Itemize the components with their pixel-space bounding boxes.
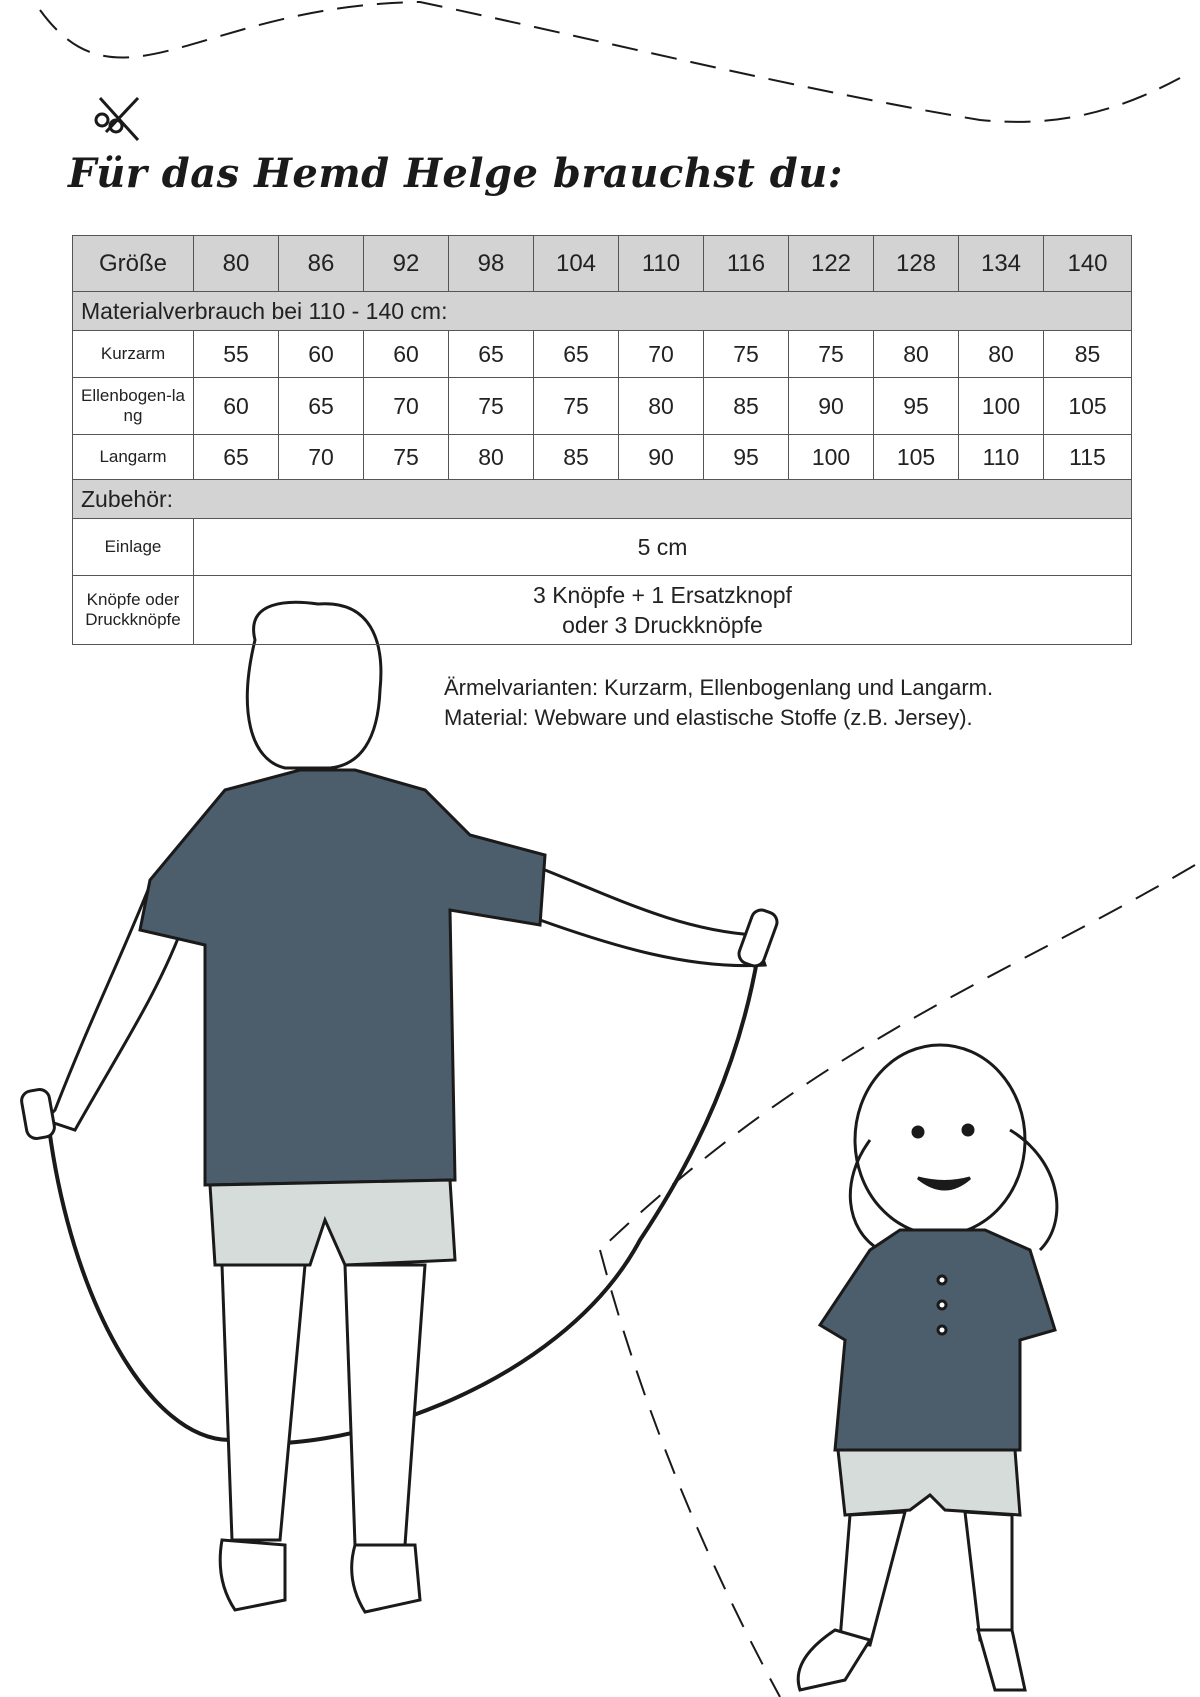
table-cell: 80 (449, 435, 534, 480)
page-title: Für das Hemd Helge brauchst du: (68, 150, 844, 197)
row-label-kurzarm: Kurzarm (73, 331, 194, 378)
scissors-icon (96, 98, 138, 140)
size-116: 116 (704, 236, 789, 292)
size-104: 104 (534, 236, 619, 292)
accessories-heading-row (73, 480, 1132, 519)
table-cell: 75 (704, 331, 789, 378)
size-122: 122 (789, 236, 874, 292)
table-cell: 75 (789, 331, 874, 378)
table-cell: 80 (959, 331, 1044, 378)
table-row (73, 435, 1132, 480)
requirements-table (72, 235, 1132, 645)
table-cell: 65 (279, 378, 364, 435)
accessories-heading: Zubehör: (73, 480, 1132, 519)
table-cell: 105 (1044, 378, 1132, 435)
table-cell: 60 (279, 331, 364, 378)
table-row (73, 519, 1132, 576)
table-cell: 105 (874, 435, 959, 480)
row-label-ellenbogenlang: Ellenbogen-lang (73, 378, 194, 435)
table-row (73, 331, 1132, 378)
shorts-large (210, 1180, 455, 1265)
size-86: 86 (279, 236, 364, 292)
size-98: 98 (449, 236, 534, 292)
notes (444, 673, 993, 733)
material-heading: Materialverbrauch bei 110 - 140 cm: (73, 292, 1132, 331)
child-illustration-large (20, 602, 780, 1612)
table-cell: 60 (194, 378, 279, 435)
table-cell: 65 (534, 331, 619, 378)
knoepfe-value (194, 576, 1132, 645)
table-cell: 70 (619, 331, 704, 378)
size-92: 92 (364, 236, 449, 292)
table-cell: 75 (364, 435, 449, 480)
child-illustration-small (798, 1045, 1057, 1690)
table-cell: 70 (364, 378, 449, 435)
row-label-langarm: Langarm (73, 435, 194, 480)
shirt-small (820, 1230, 1055, 1450)
row-label-knoepfe-line2: Druckknöpfe (85, 610, 181, 629)
table-cell: 75 (449, 378, 534, 435)
size-140: 140 (1044, 236, 1132, 292)
cut-line-bottom-2 (600, 1250, 780, 1697)
row-label-knoepfe (73, 576, 194, 645)
table-cell: 55 (194, 331, 279, 378)
einlage-value: 5 cm (194, 519, 1132, 576)
size-110: 110 (619, 236, 704, 292)
table-cell: 100 (959, 378, 1044, 435)
knoepfe-value-line1: 3 Knöpfe + 1 Ersatzknopf (533, 582, 792, 608)
size-header-row (73, 236, 1132, 292)
cut-line-top (40, 2, 1180, 122)
table-cell: 110 (959, 435, 1044, 480)
table-row (73, 576, 1132, 645)
size-128: 128 (874, 236, 959, 292)
table-cell: 85 (704, 378, 789, 435)
table-cell: 65 (449, 331, 534, 378)
table-cell: 85 (534, 435, 619, 480)
notes-material: Material: Webware und elastische Stoffe (z.B. Jersey). (444, 705, 973, 730)
row-label-knoepfe-line1: Knöpfe oder (86, 590, 180, 609)
table-cell: 70 (279, 435, 364, 480)
material-heading-row (73, 292, 1132, 331)
table-cell: 80 (874, 331, 959, 378)
table-cell: 95 (704, 435, 789, 480)
table-cell: 90 (619, 435, 704, 480)
table-cell: 95 (874, 378, 959, 435)
table-cell: 65 (194, 435, 279, 480)
shorts-small (838, 1450, 1020, 1515)
table-cell: 85 (1044, 331, 1132, 378)
table-cell: 75 (534, 378, 619, 435)
row-label-einlage: Einlage (73, 519, 194, 576)
notes-sleeve-variants: Ärmelvarianten: Kurzarm, Ellenbogenlang und Langarm. (444, 675, 994, 700)
table-cell: 115 (1044, 435, 1132, 480)
table-cell: 60 (364, 331, 449, 378)
table-cell: 90 (789, 378, 874, 435)
size-80: 80 (194, 236, 279, 292)
size-134: 134 (959, 236, 1044, 292)
table-cell: 80 (619, 378, 704, 435)
shirt-large (140, 770, 545, 1185)
table-row (73, 378, 1132, 435)
table-cell: 100 (789, 435, 874, 480)
knoepfe-value-line2: oder 3 Druckknöpfe (562, 612, 763, 638)
size-header-label: Größe (73, 236, 194, 292)
